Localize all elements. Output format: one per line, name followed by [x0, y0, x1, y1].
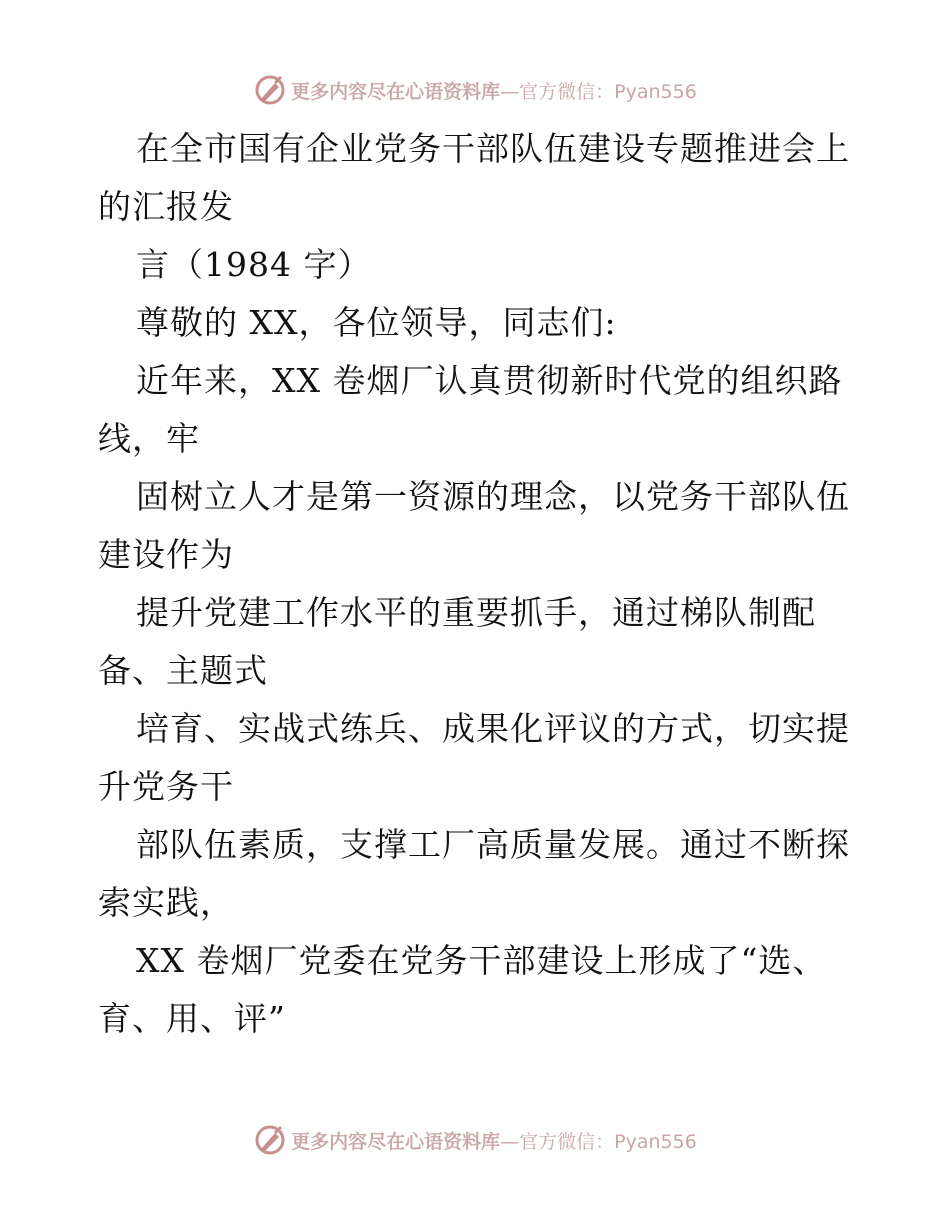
- doc-line-7: 固树立人才是第一资源的理念，以党务干部队伍: [136, 477, 850, 516]
- footer-watermark: [0, 1120, 950, 1160]
- doc-line-9: 提升党建工作水平的重要抓手，通过梯队制配: [136, 593, 816, 632]
- watermark-text-main: 更多内容尽在心语资料库: [291, 80, 501, 103]
- pen-nib-circle-icon: [253, 73, 287, 107]
- doc-line-15: XX 卷烟厂党委在党务干部建设上形成了“选、: [136, 941, 827, 980]
- doc-line-8: 建设作为: [98, 535, 234, 574]
- doc-line-3: 言（1984 字）: [136, 245, 372, 284]
- watermark-text-contact: —官方微信：Pyan556: [500, 1130, 697, 1153]
- doc-line-11: 培育、实战式练兵、成果化评议的方式，切实提: [136, 709, 850, 748]
- doc-line-1: 在全市国有企业党务干部队伍建设专题推进会上: [136, 129, 850, 168]
- doc-line-5: 近年来，XX 卷烟厂认真贯彻新时代党的组织路: [136, 361, 843, 400]
- pen-nib-circle-icon: [253, 1123, 287, 1157]
- doc-line-12: 升党务干: [98, 767, 234, 806]
- watermark-text-contact: —官方微信：Pyan556: [500, 80, 697, 103]
- document-body: [98, 120, 858, 1048]
- doc-line-2: 的汇报发: [98, 187, 234, 226]
- header-watermark: [0, 70, 950, 110]
- doc-line-13: 部队伍素质，支撑工厂高质量发展。通过不断探: [136, 825, 850, 864]
- doc-line-16: 育、用、评”: [98, 999, 286, 1038]
- watermark-text-main: 更多内容尽在心语资料库: [291, 1130, 501, 1153]
- doc-line-4: 尊敬的 XX，各位领导，同志们:: [136, 303, 617, 342]
- doc-line-6: 线，牢: [98, 419, 200, 458]
- doc-line-14: 索实践，: [98, 883, 234, 922]
- doc-line-10: 备、主题式: [98, 651, 268, 690]
